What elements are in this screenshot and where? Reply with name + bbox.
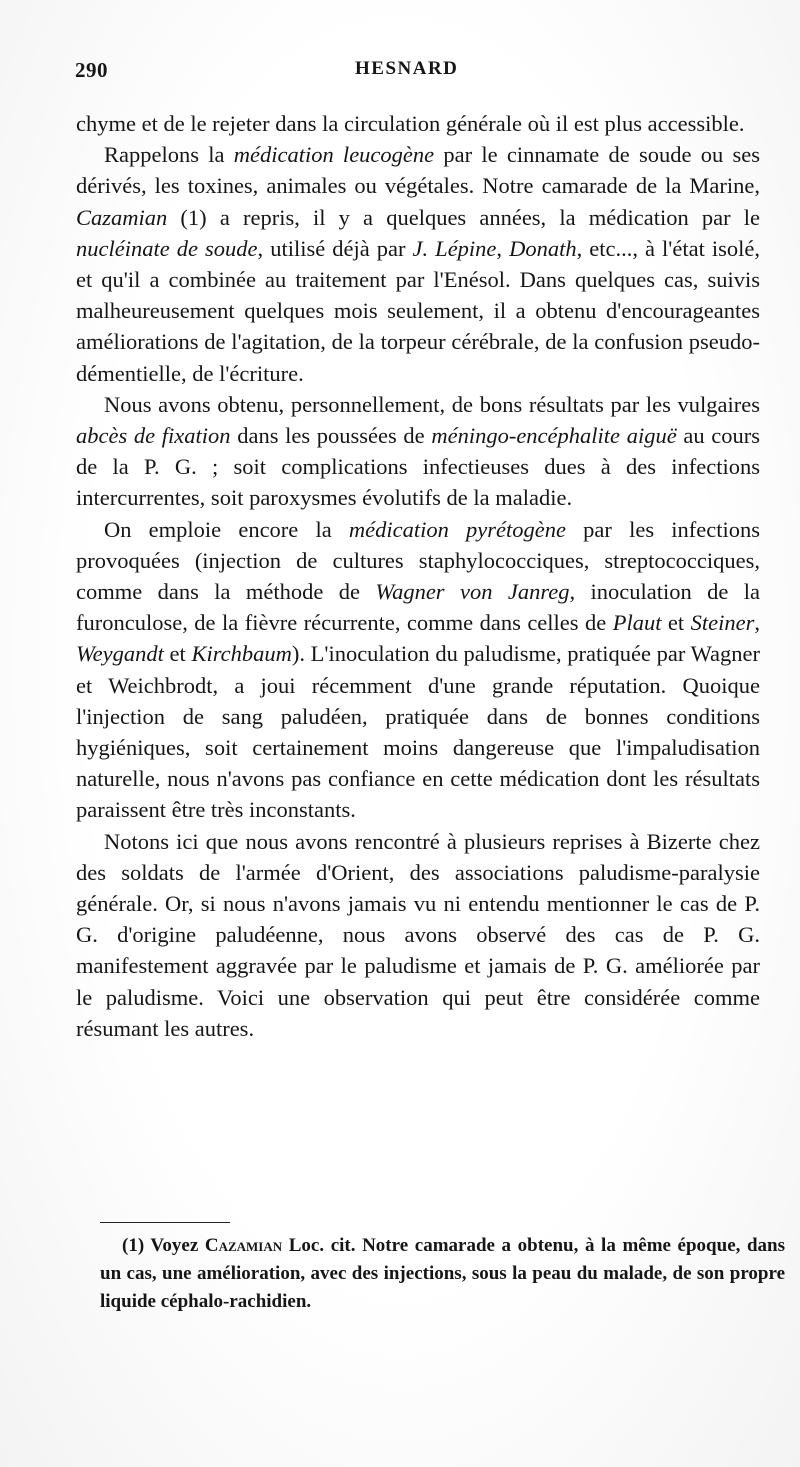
text-run: , inoculation de la furonculose, de la fièvre récurrente, comme dans celles de: [76, 579, 760, 636]
italic-term: méningo-encéphalite aiguë: [431, 423, 677, 449]
text-run: Nous avons obtenu, personnellement, de bons résultats par les vulgaires: [104, 391, 760, 417]
author-name: Plaut: [612, 610, 662, 636]
text-run: ). L'inoculation du paludisme, pratiquée par Wagner et Weichbrodt, a joui récemment d'une grande réputation. Quoique l'injection de sang paludéen, pratiquée dans de bonnes conditions hygiéniques, soit certainement moins dangereuse que l'impaludisation naturelle, nous n'avons pas confiance en cette médication dont les résultats paraissent être très inconstants.: [76, 641, 760, 823]
author-name: Wagner von Janreg: [375, 579, 570, 605]
author-name-smallcaps: Cazamian: [204, 1235, 283, 1256]
text-run: Loc. cit. Notre camarade a obtenu, à la même époque, dans un cas, une amélioration, avec des injections, sous la peau du malade, de son propre liquide céphalo-rachidien.: [100, 1235, 786, 1312]
author-name: Weygandt: [76, 641, 164, 667]
paragraph-1: chyme et de le rejeter dans la circulation générale où il est plus accessible.: [76, 111, 745, 136]
page-header: [75, 58, 765, 88]
text-run: , utilisé déjà par: [257, 235, 413, 261]
text-run: et: [661, 610, 691, 636]
text-run: (1) Voyez: [122, 1235, 205, 1256]
text-run: , etc..., à l'état isolé, et qu'il a combinée au traitement par l'Enésol. Dans quelques cas, suivis malheureusement quelques mois seulement, il a obtenu d'encourageantes améliorations de l'agitation, de la torpeur cérébrale, de la confusion pseudo-démentielle, de l'écriture.: [76, 235, 760, 386]
italic-term: abcès de fixation: [76, 423, 231, 449]
author-name: Steiner: [690, 610, 755, 636]
text-run: et: [163, 641, 192, 667]
italic-term: médication pyrétogène: [348, 516, 566, 542]
footnote-text: [100, 1232, 785, 1316]
text-run: ,: [754, 610, 761, 636]
text-run: par le cinnamate de soude ou ses dérivés, les toxines, animales ou végétales. Notre camarade de la Marine,: [76, 142, 760, 199]
author-name: Donath: [509, 235, 577, 261]
paragraph-4: [76, 514, 760, 826]
text-run: On emploie encore la: [104, 516, 349, 542]
footnote-rule: [100, 1222, 230, 1223]
text-run: ,: [496, 235, 510, 261]
text-run: Rappelons la: [104, 142, 234, 168]
text-run: (1) a repris, il y a quelques années, la médication par le: [167, 204, 760, 230]
body-text: [76, 108, 760, 1044]
paragraph-3: [76, 389, 760, 514]
author-name: J. Lépine: [412, 235, 497, 261]
author-name: Kirchbaum: [191, 641, 292, 667]
paragraph-5: Notons ici que nous avons rencontré à plusieurs reprises à Bizerte chez des soldats de l'armée d'Orient, des associations paludisme-paralysie générale. Or, si nous n'avons jamais vu ni entendu mentionner le cas de P. G. d'origine paludéenne, nous avons observé des cas de P. G. manifestement aggravée par le paludisme et jamais de P. G. améliorée par le paludisme. Voici une observation qui peut être considérée comme résumant les autres.: [76, 828, 760, 1041]
text-run: dans les poussées de: [230, 423, 432, 449]
text-run: au cours de la P. G. ; soit complications infectieuses dues à des infections intercurrentes, soit paroxysmes évolutifs de la maladie.: [76, 423, 760, 511]
running-title: HESNARD: [355, 58, 459, 79]
paragraph-2: [76, 139, 760, 389]
italic-term: nucléinate de soude: [76, 235, 258, 261]
text-run: par les infections provoquées (injection de cultures staphylococciques, streptococciques, comme dans la méthode de: [76, 516, 760, 605]
footnote: [100, 1232, 785, 1316]
page-number: 290: [75, 58, 108, 82]
author-name: Cazamian: [76, 204, 168, 230]
italic-term: médication leucogène: [233, 142, 435, 168]
